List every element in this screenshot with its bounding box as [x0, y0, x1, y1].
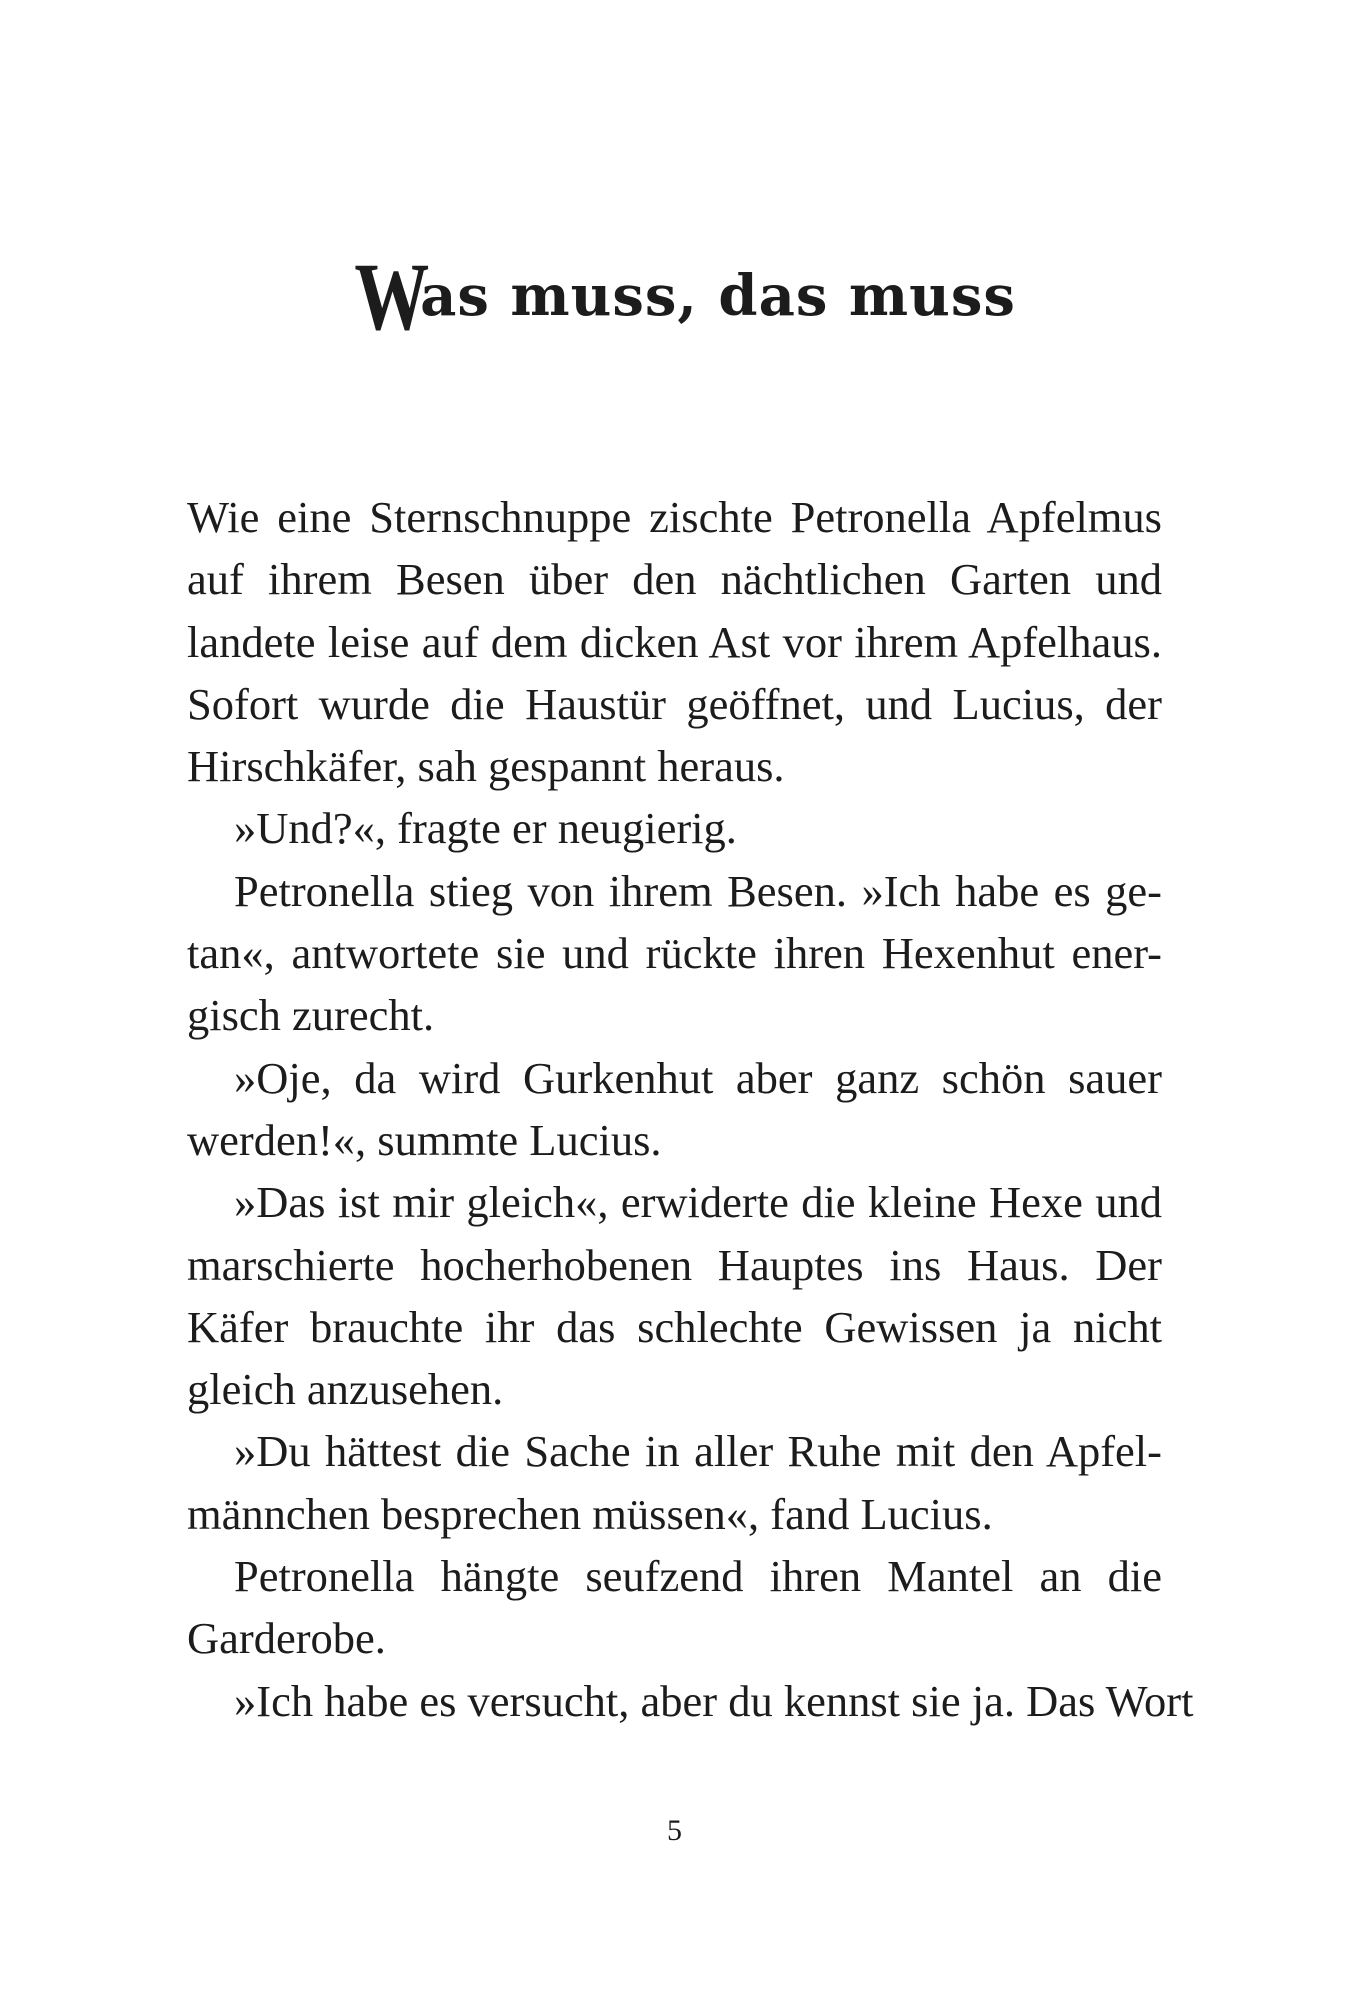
- decorative-initial: W: [354, 243, 431, 350]
- paragraph: [187, 1670, 1194, 1732]
- text-line: männchen besprechen müssen«, fand Lucius.: [187, 1488, 993, 1539]
- text-line: Wie eine Sternschnuppe zischte Petronella Apfelmus: [187, 492, 1162, 542]
- chapter-title: [0, 243, 1349, 350]
- paragraph: [187, 486, 1162, 797]
- text-line: »Ich habe es versucht, aber du kennst sie ja. Das Wort: [234, 1675, 1194, 1726]
- text-line: Petronella stieg von ihrem Besen. »Ich habe es ge-: [234, 865, 1162, 916]
- paragraph: [187, 1545, 1162, 1670]
- text-line: »Du hättest die Sache in aller Ruhe mit den Apfel-: [234, 1426, 1162, 1477]
- text-line: werden!«, summte Lucius.: [187, 1114, 662, 1165]
- paragraph: [187, 1420, 1162, 1545]
- text-line: Petronella hängte seufzend ihren Mantel an die: [234, 1551, 1162, 1602]
- paragraph: [187, 797, 1162, 859]
- text-line: Käfer brauchte ihr das schlechte Gewissen ja nicht: [187, 1301, 1162, 1352]
- text-line: marschierte hocherhobenen Hauptes ins Haus. Der: [187, 1239, 1162, 1290]
- text-line: Sofort wurde die Haustür geöffnet, und Lucius, der: [187, 678, 1162, 729]
- text-line: Hirschkäfer, sah gespannt heraus.: [187, 741, 785, 792]
- page-number: 5: [667, 1814, 682, 1847]
- paragraph: [187, 1047, 1162, 1172]
- body-text: [187, 486, 1194, 1732]
- text-line: landete leise auf dem dicken Ast vor ihrem Apfelhaus.: [187, 616, 1162, 667]
- chapter-title-text: as muss, das muss: [420, 263, 1016, 329]
- text-line: Garderobe.: [187, 1613, 386, 1664]
- text-line: »Das ist mir gleich«, erwiderte die kleine Hexe und: [234, 1177, 1162, 1228]
- text-line: auf ihrem Besen über den nächtlichen Garten und: [187, 554, 1162, 605]
- text-line: »Und?«, fragte er neugierig.: [234, 803, 737, 854]
- text-line: gleich anzusehen.: [187, 1364, 504, 1415]
- text-line: »Oje, da wird Gurkenhut aber ganz schön sauer: [234, 1052, 1162, 1103]
- text-line: tan«, antwortete sie und rückte ihren Hexenhut ener-: [187, 928, 1162, 979]
- paragraph: [187, 860, 1162, 1047]
- text-line: gisch zurecht.: [187, 990, 435, 1041]
- paragraph: [187, 1171, 1162, 1420]
